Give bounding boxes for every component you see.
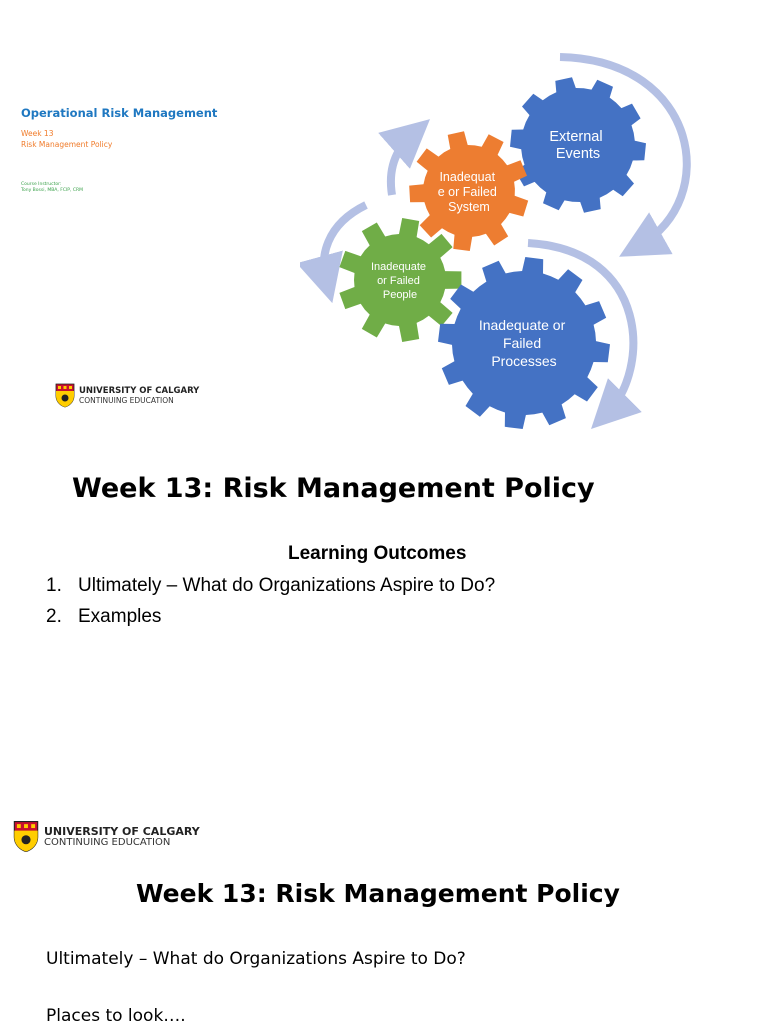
gear-label-external: External Events <box>549 129 603 162</box>
gear-label-processes: Inadequate or Failed Processes <box>478 317 566 369</box>
outcome-number: 2. <box>46 606 62 627</box>
learning-outcomes-heading: Learning Outcomes <box>288 543 467 564</box>
logo-line2: CONTINUING EDUCATION <box>79 395 174 405</box>
instructor-label: Course Instructor: <box>21 182 62 187</box>
outcome-text: Ultimately – What do Organizations Aspire to Do? <box>78 575 496 596</box>
gear-label-system: Inadequat e or Failed System <box>437 170 497 214</box>
university-logo-small <box>55 383 199 408</box>
topic-label: Risk Management Policy <box>21 140 113 149</box>
slide3-line1: Ultimately – What do Organizations Aspire to Do? <box>46 949 466 969</box>
slide3-line2: Places to look…. <box>46 1006 186 1026</box>
logo-line1: UNIVERSITY OF CALGARY <box>44 824 200 838</box>
cycle-arrow-upper-left <box>391 135 412 195</box>
outcome-number: 1. <box>46 575 62 596</box>
instructor-name: Tony Bossi, MBA, FCIP, CRM <box>21 188 84 193</box>
gear-label-people: Inadequate or Failed People <box>370 261 426 301</box>
outcome-item <box>46 575 495 597</box>
logo-line1: UNIVERSITY OF CALGARY <box>79 386 200 396</box>
week-label: Week 13 <box>21 129 54 138</box>
outcome-text: Examples <box>78 606 162 627</box>
gear-external-events <box>510 77 646 212</box>
outcome-item <box>46 606 161 628</box>
slide2-title: Week 13: Risk Management Policy <box>72 473 595 504</box>
university-logo <box>13 820 200 853</box>
course-title: Operational Risk Management <box>21 106 218 120</box>
crest-icon <box>55 383 75 408</box>
slide3-title: Week 13: Risk Management Policy <box>136 879 620 908</box>
crest-icon <box>13 820 39 853</box>
logo-line2: CONTINUING EDUCATION <box>44 836 171 848</box>
risk-gears-diagram <box>300 40 700 440</box>
